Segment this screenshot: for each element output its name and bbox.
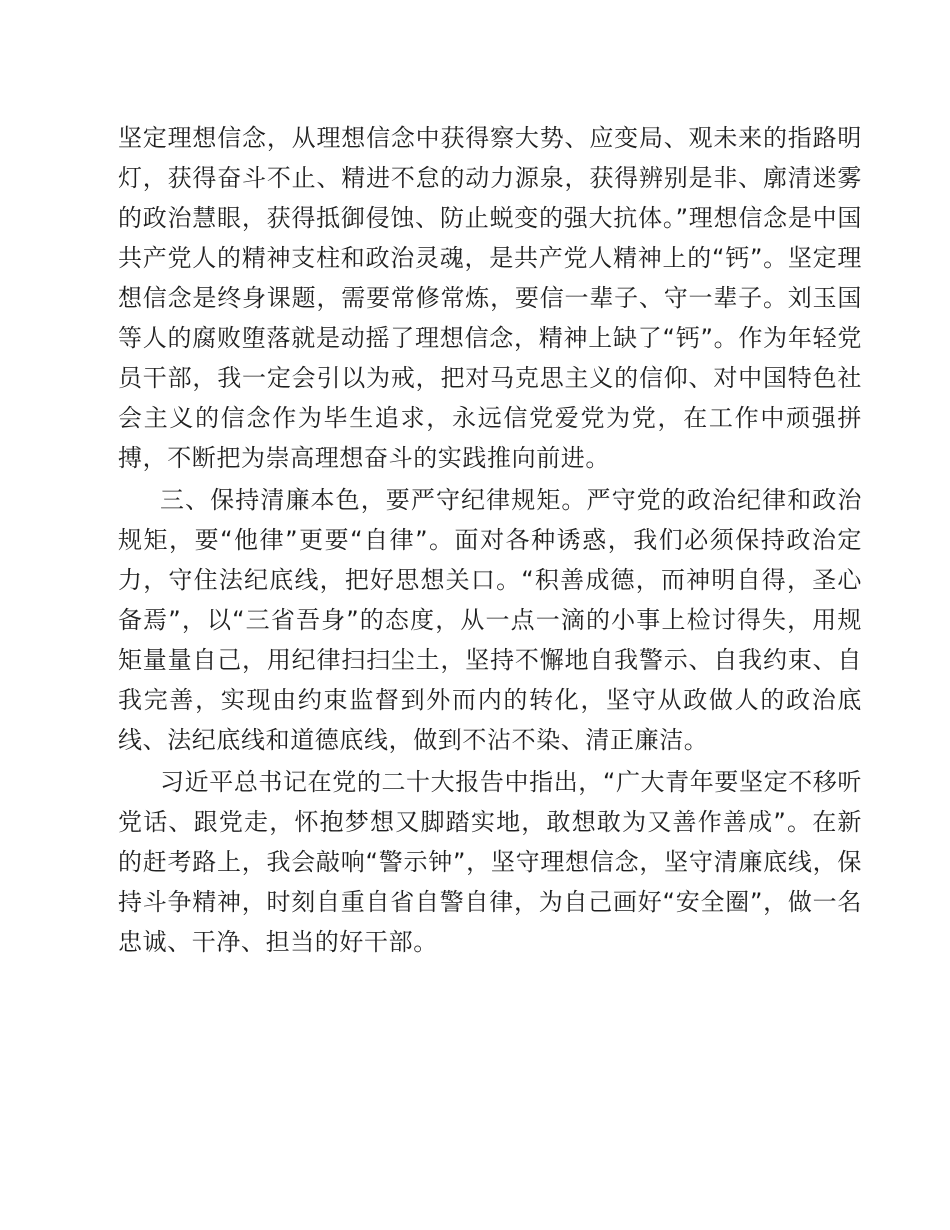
paragraph-conclusion: 习近平总书记在党的二十大报告中指出，“广大青年要坚定不移听党话、跟党走，怀抱梦想又脚踏实地，敢想敢为又善作善成”。在新的赶考路上，我会敲响“警示钟”，坚守理想信念，坚守清廉底线，保持斗争精神，时刻自重自省自警自律，为自己画好“安全圈”，做一名忠诚、干净、担当的好干部。 bbox=[118, 768, 862, 956]
document-body bbox=[118, 118, 862, 962]
paragraph-section-three: 三、保持清廉本色，要严守纪律规矩。严守党的政治纪律和政治规矩，要“他律”更要“自律”。面对各种诱惑，我们必须保持政治定力，守住法纪底线，把好思想关口。“积善成德，而神明自得，圣心备焉”，以“三省吾身”的态度，从一点一滴的小事上检讨得失，用规矩量量自己，用纪律扫扫尘土，坚持不懈地自我警示、自我约束、自我完善，实现由约束监督到外而内的转化，坚守从政做人的政治底线、法纪底线和道德底线，做到不沾不染、清正廉洁。 bbox=[118, 486, 862, 754]
paragraph-ideals-continuation: 坚定理想信念，从理想信念中获得察大势、应变局、观未来的指路明灯，获得奋斗不止、精进不怠的动力源泉，获得辨别是非、廓清迷雾的政治慧眼，获得抵御侵蚀、防止蜕变的强大抗体。”理想信念是中国共产党人的精神支柱和政治灵魂，是共产党人精神上的“钙”。坚定理想信念是终身课题，需要常修常炼，要信一辈子、守一辈子。刘玉国等人的腐败堕落就是动摇了理想信念，精神上缺了“钙”。作为年轻党员干部，我一定会引以为戒，把对马克思主义的信仰、对中国特色社会主义的信念作为毕生追求，永远信党爱党为党，在工作中顽强拼搏，不断把为崇高理想奋斗的实践推向前进。 bbox=[118, 124, 862, 472]
